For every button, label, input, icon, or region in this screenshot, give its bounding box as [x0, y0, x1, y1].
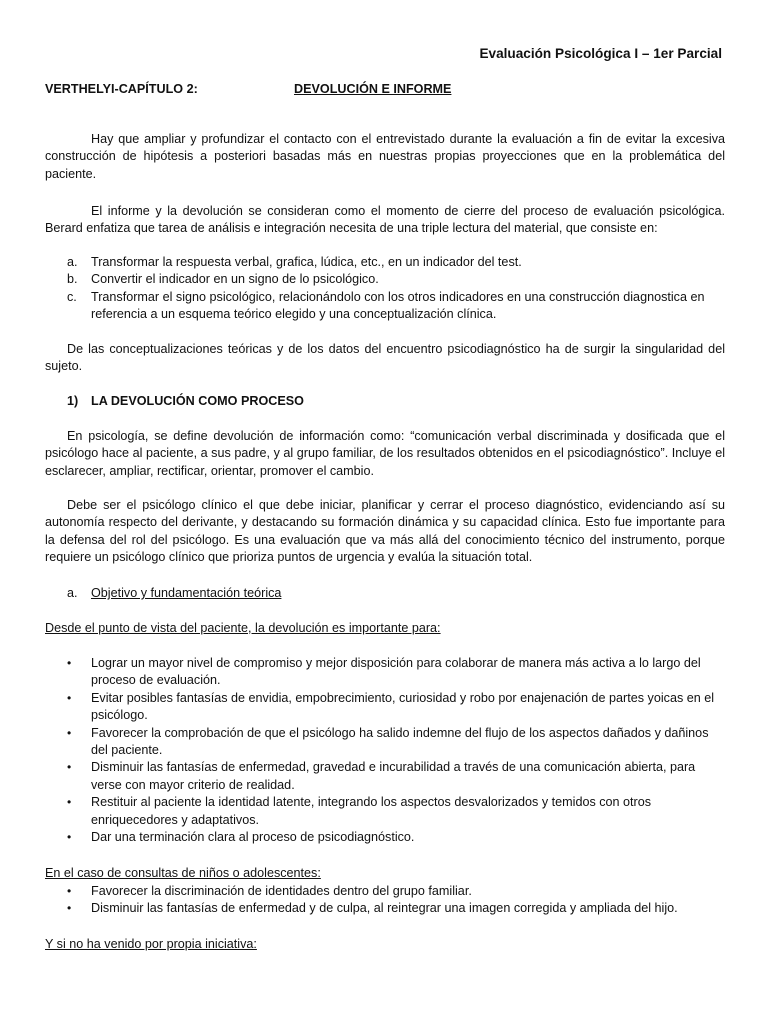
bullet-text: Disminuir las fantasías de enfermedad y de culpa, al reintegrar una imagen corregida y ampliada del hijo. — [91, 901, 678, 916]
list-item — [45, 289, 725, 324]
subsection-title: Objetivo y fundamentación teórica — [91, 586, 282, 600]
section-heading-devolucion — [45, 393, 725, 410]
bullet-item — [45, 829, 725, 846]
section-title: LA DEVOLUCIÓN COMO PROCESO — [91, 394, 304, 408]
bullet-list-paciente — [45, 655, 725, 846]
triple-reading-list — [45, 254, 725, 324]
bullet-item — [45, 883, 725, 900]
bullet-text: Restituir al paciente la identidad latente, integrando los aspectos desvalorizados y temidos con otros enriquecedores y adaptativos. — [91, 795, 652, 827]
bullet-icon: • — [67, 795, 72, 810]
bullet-icon: • — [67, 690, 72, 705]
bullet-item — [45, 794, 725, 829]
section-number: 1) — [67, 394, 79, 408]
bullet-item — [45, 725, 725, 760]
subsection-heading-objetivo — [45, 585, 725, 602]
list-marker: b. — [67, 272, 78, 287]
heading-ninos: En el caso de consultas de niños o adolescentes: — [45, 866, 321, 880]
chapter-title: DEVOLUCIÓN E INFORME — [294, 82, 452, 96]
bullet-item — [45, 655, 725, 690]
heading-paciente: Desde el punto de vista del paciente, la devolución es importante para: — [45, 621, 441, 635]
bullet-item — [45, 759, 725, 794]
bullet-item — [45, 900, 725, 917]
subsection-marker: a. — [67, 586, 78, 600]
list-text: Transformar el signo psicológico, relacionándolo con los otros indicadores en una construcción diagnostica en referencia a un esquema teórico elegido y una conceptualización clínica. — [91, 289, 705, 322]
bullet-icon: • — [67, 760, 72, 775]
paragraph-singularidad: De las conceptualizaciones teóricas y de los datos del encuentro psicodiagnóstico ha de surgir la singularidad del sujeto. — [45, 342, 725, 374]
paragraph-intro: Hay que ampliar y profundizar el contacto con el entrevistado durante la evaluación a fin de evitar la excesiva construcción de hipótesis a posteriori basadas más en nuestras propias proyecciones que en la problemática del paciente. — [45, 132, 725, 181]
list-text: Transformar la respuesta verbal, grafica, lúdica, etc., en un indicador del test. — [91, 255, 522, 269]
bullet-icon: • — [67, 901, 72, 916]
bullet-icon: • — [67, 830, 72, 845]
bullet-text: Favorecer la comprobación de que el psicólogo ha salido indemne del flujo de los aspectos dañados y dañinos del paciente. — [91, 725, 709, 758]
bullet-text: Favorecer la discriminación de identidades dentro del grupo familiar. — [91, 884, 472, 898]
bullet-text: Lograr un mayor nivel de compromiso y mejor disposición para colaborar de manera más activa a lo largo del proceso de evaluación. — [91, 656, 701, 688]
page-header: Evaluación Psicológica I – 1er Parcial — [479, 46, 722, 61]
list-item — [45, 254, 725, 271]
list-item — [45, 271, 725, 288]
heading-iniciativa: Y si no ha venido por propia iniciativa: — [45, 937, 257, 951]
bullet-item — [45, 690, 725, 725]
bullet-list-ninos — [45, 883, 725, 918]
paragraph-rol: Debe ser el psicólogo clínico el que debe iniciar, planificar y cerrar el proceso diagnóstico, evidenciando así su autonomía respecto del derivante, y destacando su formación dinámica y su capacidad clínica. Esto fue importante para la defensa del rol del psicólogo. Es una evaluación que va más allá del conocimiento técnico del instrumento, porque requiere un psicólogo clínico que prioriza puntos de urgencia y evalúa la situación total. — [45, 498, 725, 565]
bullet-icon: • — [67, 725, 72, 740]
bullet-text: Evitar posibles fantasías de envidia, empobrecimiento, curiosidad y robo por enajenación de partes yoicas en el psicólogo. — [91, 690, 715, 723]
list-text: Convertir el indicador en un signo de lo psicológico. — [91, 272, 379, 287]
paragraph-definicion: En psicología, se define devolución de información como: “comunicación verbal discriminada y dosificada que el psicólogo hace al paciente, a sus padre, y al grupo familiar, de los resultados obtenidos en el psicodiagnóstico”. Incluye el esclarecer, ampliar, rectificar, orientar, promover el cambio. — [45, 429, 725, 478]
bullet-icon: • — [67, 656, 72, 670]
chapter-label: VERTHELYI-CAPÍTULO 2: — [45, 82, 198, 96]
list-marker: c. — [67, 289, 77, 304]
list-marker: a. — [67, 255, 78, 269]
bullet-text: Dar una terminación clara al proceso de psicodiagnóstico. — [91, 830, 415, 845]
bullet-icon: • — [67, 884, 72, 898]
paragraph-informe: El informe y la devolución se consideran como el momento de cierre del proceso de evaluación psicológica. Berard enfatiza que tarea de análisis e integración necesita de una triple lectura del material, que consiste en: — [45, 204, 725, 236]
bullet-text: Disminuir las fantasías de enfermedad, gravedad e incurabilidad a través de una comunicación abierta, para verse con mayor criterio de realidad. — [91, 760, 696, 792]
